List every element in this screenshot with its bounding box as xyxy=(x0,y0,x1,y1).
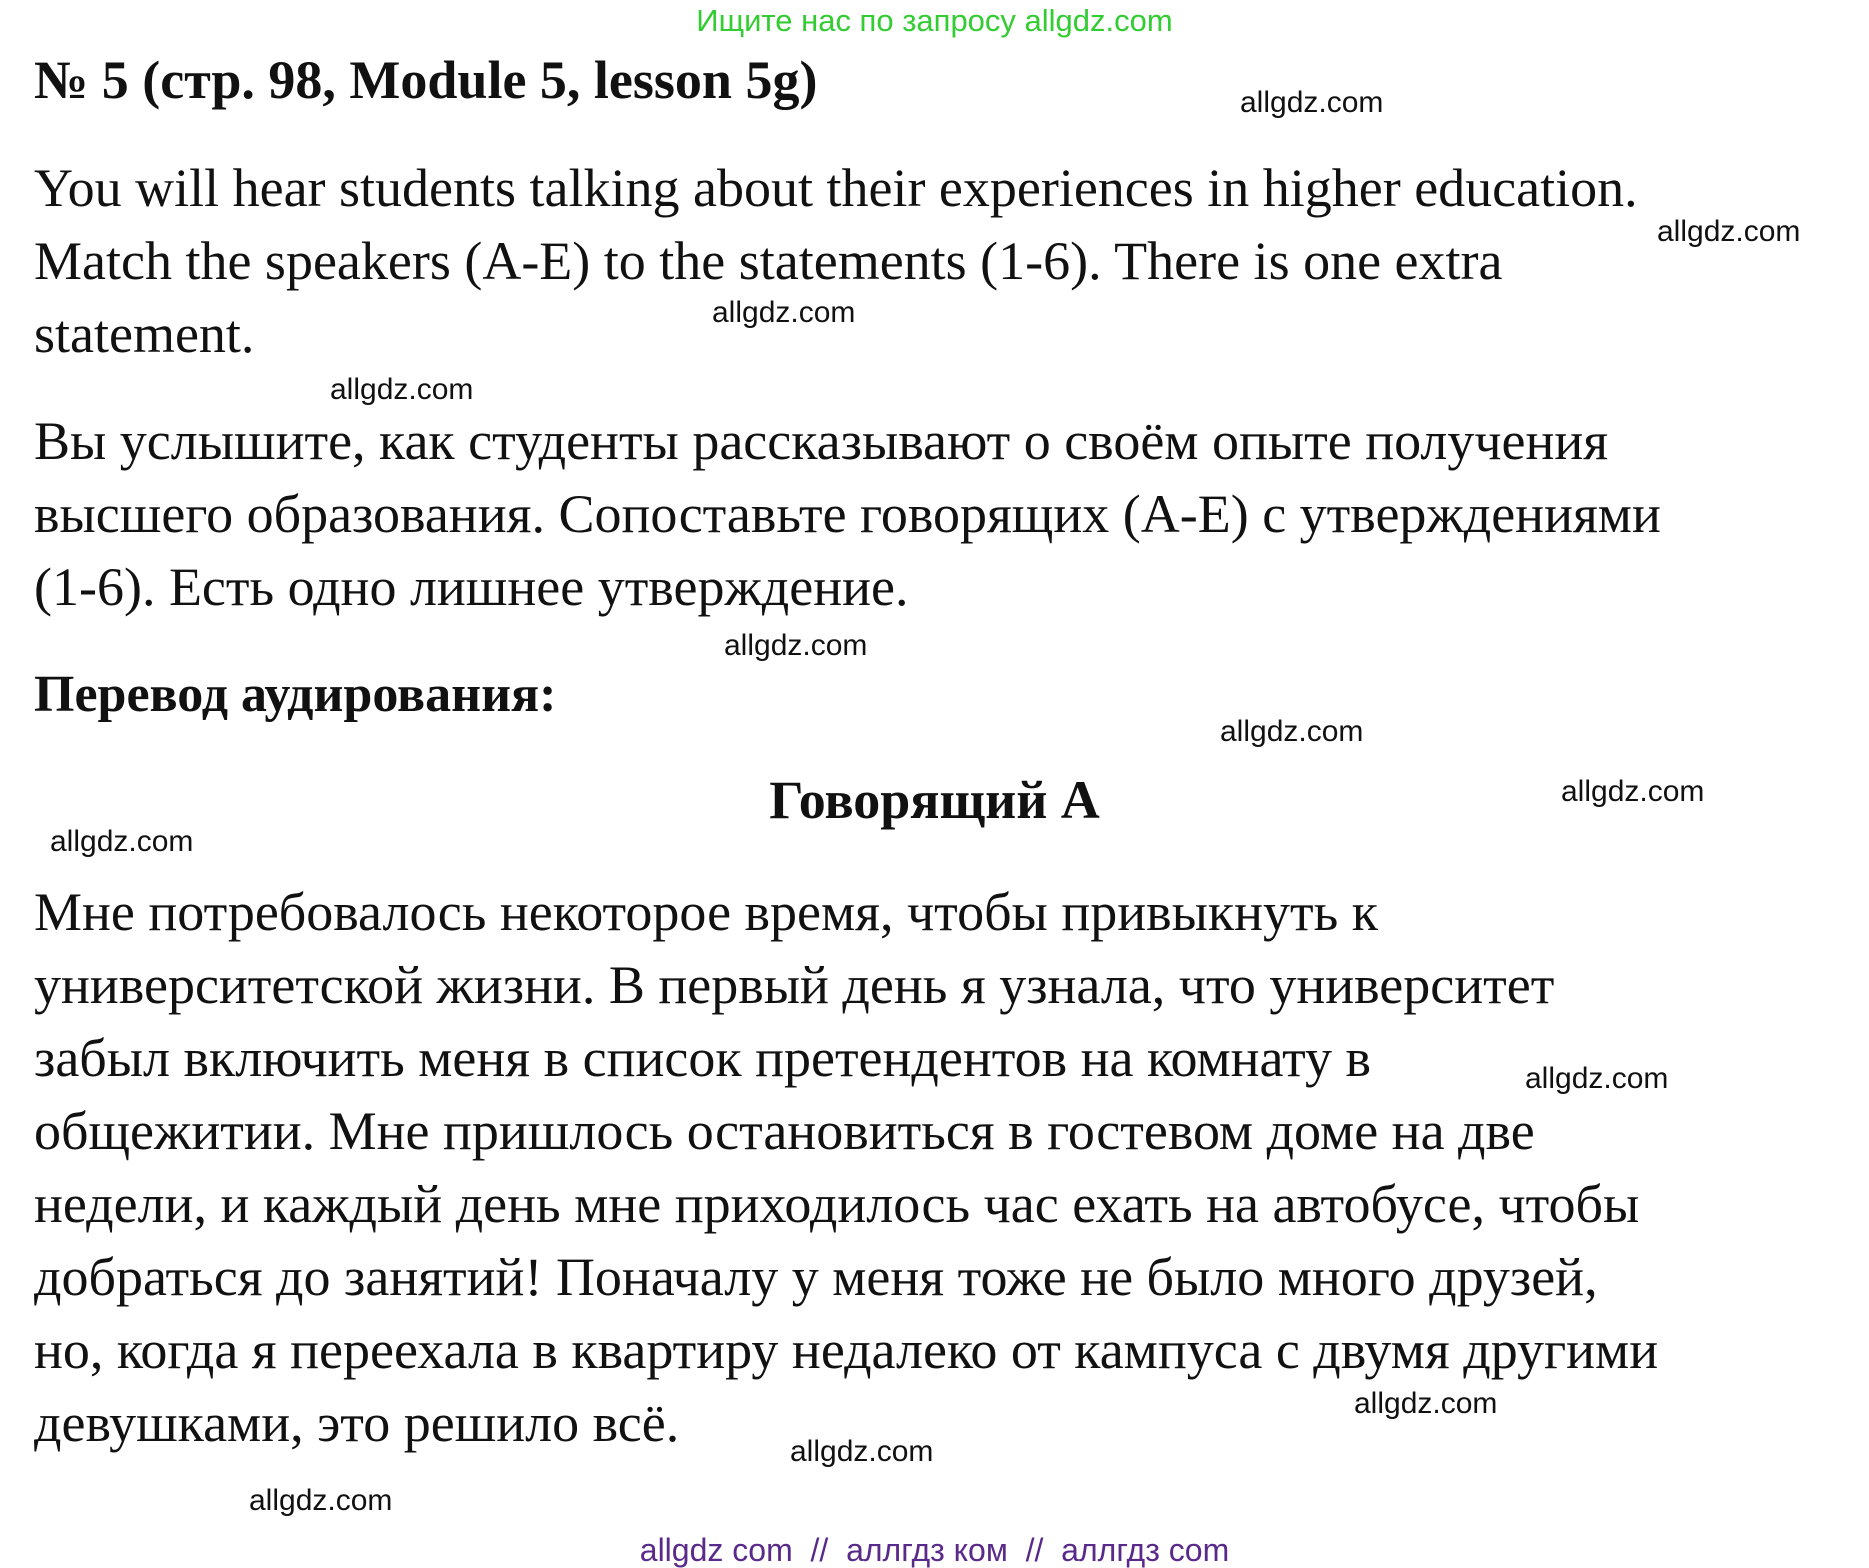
speaker-text-line: недели, и каждый день мне приходилось час ехать на автобусе, чтобы xyxy=(34,1174,1640,1234)
speaker-text-line: забыл включить меня в список претендентов на комнату в xyxy=(34,1028,1372,1088)
section-heading: Перевод аудирования: xyxy=(34,666,557,723)
task-english-line: statement. xyxy=(34,304,255,364)
top-banner[interactable]: Ищите нас по запросу allgdz.com xyxy=(696,3,1173,38)
watermark: allgdz.com xyxy=(249,1484,393,1517)
footer-links[interactable]: allgdz com // аллгдз ком // аллгдз com xyxy=(639,1532,1230,1568)
watermark: allgdz.com xyxy=(1240,86,1384,119)
speaker-text-line: добраться до занятий! Поначалу у меня тоже не было много друзей, xyxy=(34,1247,1598,1307)
task-english xyxy=(34,152,1638,371)
task-russian-line: (1-6). Есть одно лишнее утверждение. xyxy=(34,557,909,617)
speaker-text-line: общежитии. Мне пришлось остановиться в гостевом доме на две xyxy=(34,1101,1535,1161)
watermark: allgdz.com xyxy=(712,296,856,329)
task-english-line: You will hear students talking about their experiences in higher education. xyxy=(34,158,1638,218)
speaker-text-line: университетской жизни. В первый день я узнала, что университет xyxy=(34,955,1555,1015)
speaker-text-line: Мне потребовалось некоторое время, чтобы привыкнуть к xyxy=(34,882,1378,942)
task-russian-line: высшего образования. Сопоставьте говорящих (A-E) с утверждениями xyxy=(34,484,1661,544)
watermark: allgdz.com xyxy=(1354,1387,1498,1420)
watermark: allgdz.com xyxy=(1561,775,1705,808)
task-russian-line: Вы услышите, как студенты рассказывают о своём опыте получения xyxy=(34,411,1609,471)
watermark: allgdz.com xyxy=(1220,715,1364,748)
watermark: allgdz.com xyxy=(1657,215,1801,248)
watermark: allgdz.com xyxy=(724,629,868,662)
speaker-text-line: девушками, это решило всё. xyxy=(34,1393,680,1453)
watermark: allgdz.com xyxy=(330,373,474,406)
task-english-line: Match the speakers (A-E) to the statements (1-6). There is one extra xyxy=(34,231,1503,291)
speaker-text xyxy=(34,876,1658,1460)
exercise-title: № 5 (стр. 98, Module 5, lesson 5g) xyxy=(34,50,818,110)
watermark: allgdz.com xyxy=(1525,1062,1669,1095)
speaker-text-line: но, когда я переехала в квартиру недалеко от кампуса с двумя другими xyxy=(34,1320,1659,1380)
speaker-title: Говорящий А xyxy=(769,770,1100,830)
watermark: allgdz.com xyxy=(790,1435,934,1468)
watermark: allgdz.com xyxy=(50,825,194,858)
task-russian xyxy=(34,405,1661,624)
